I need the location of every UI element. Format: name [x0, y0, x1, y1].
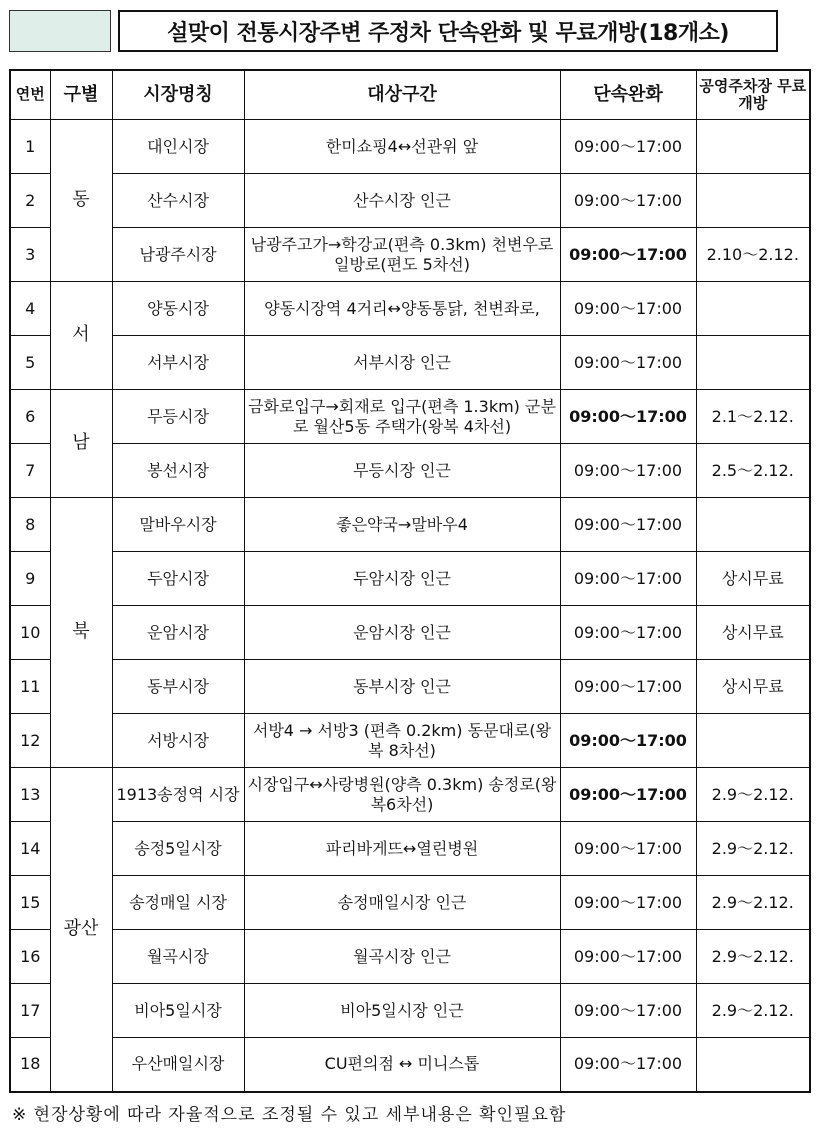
target-section: 산수시장 인근 [244, 174, 560, 228]
row-number: 3 [10, 228, 50, 282]
relax-time: 09:00～17:00 [560, 930, 696, 984]
parking-period [696, 282, 810, 336]
parking-period [696, 498, 810, 552]
district-cell: 남 [50, 390, 112, 498]
header-parking: 공영주차장 무료개방 [696, 70, 810, 120]
row-number: 11 [10, 660, 50, 714]
relax-time: 09:00～17:00 [560, 228, 696, 282]
parking-period: 2.1～2.12. [696, 390, 810, 444]
table-row [10, 552, 810, 606]
table-row [10, 1038, 810, 1092]
market-name: 무등시장 [112, 390, 244, 444]
market-name: 운암시장 [112, 606, 244, 660]
relax-time: 09:00～17:00 [560, 120, 696, 174]
relax-time: 09:00～17:00 [560, 498, 696, 552]
row-number: 1 [10, 120, 50, 174]
parking-period: 2.9～2.12. [696, 876, 810, 930]
market-name: 두암시장 [112, 552, 244, 606]
market-name: 월곡시장 [112, 930, 244, 984]
row-number: 16 [10, 930, 50, 984]
row-number: 8 [10, 498, 50, 552]
parking-period: 상시무료 [696, 606, 810, 660]
table-row [10, 714, 810, 768]
relax-time: 09:00～17:00 [560, 390, 696, 444]
parking-period [696, 1038, 810, 1092]
relax-time: 09:00～17:00 [560, 282, 696, 336]
market-name: 우산매일시장 [112, 1038, 244, 1092]
row-number: 9 [10, 552, 50, 606]
target-section: 두암시장 인근 [244, 552, 560, 606]
market-name: 남광주시장 [112, 228, 244, 282]
table-row [10, 606, 810, 660]
district-cell: 광산 [50, 768, 112, 1092]
market-name: 서부시장 [112, 336, 244, 390]
table-row [10, 228, 810, 282]
market-name: 산수시장 [112, 174, 244, 228]
document-title: 설맞이 전통시장주변 주정차 단속완화 및 무료개방(18개소) [118, 10, 778, 52]
target-section: 월곡시장 인근 [244, 930, 560, 984]
row-number: 5 [10, 336, 50, 390]
target-section: CU편의점 ↔ 미니스톱 [244, 1038, 560, 1092]
district-cell: 동 [50, 120, 112, 282]
table-row [10, 822, 810, 876]
market-name: 송정5일시장 [112, 822, 244, 876]
table-row [10, 660, 810, 714]
market-name: 서방시장 [112, 714, 244, 768]
relax-time: 09:00～17:00 [560, 606, 696, 660]
target-section: 비아5일시장 인근 [244, 984, 560, 1038]
relax-time: 09:00～17:00 [560, 876, 696, 930]
table-row [10, 390, 810, 444]
relax-time: 09:00～17:00 [560, 1038, 696, 1092]
table-row [10, 930, 810, 984]
parking-period [696, 174, 810, 228]
market-name: 동부시장 [112, 660, 244, 714]
district-cell: 서 [50, 282, 112, 390]
footnote: ※ 현장상황에 따라 자율적으로 조정될 수 있고 세부내용은 확인필요함 [12, 1105, 567, 1125]
table-row [10, 768, 810, 822]
relax-time: 09:00～17:00 [560, 552, 696, 606]
table-row [10, 336, 810, 390]
target-section: 파리바게뜨↔열린병원 [244, 822, 560, 876]
target-section: 운암시장 인근 [244, 606, 560, 660]
relax-time: 09:00～17:00 [560, 714, 696, 768]
target-section: 서방4 → 서방3 (편측 0.2km) 동문대로(왕복 8차선) [244, 714, 560, 768]
market-name: 말바우시장 [112, 498, 244, 552]
header-decor-box [9, 10, 111, 52]
header-no: 연번 [10, 70, 50, 120]
district-cell: 북 [50, 498, 112, 768]
market-name: 대인시장 [112, 120, 244, 174]
relax-time: 09:00～17:00 [560, 768, 696, 822]
parking-period: 2.9～2.12. [696, 930, 810, 984]
row-number: 15 [10, 876, 50, 930]
table-header-row [10, 70, 810, 120]
market-parking-table [9, 69, 811, 1093]
target-section: 좋은약국→말바우4 [244, 498, 560, 552]
table-row [10, 120, 810, 174]
table-row [10, 498, 810, 552]
row-number: 4 [10, 282, 50, 336]
target-section: 양동시장역 4거리↔양동통닭, 천변좌로, [244, 282, 560, 336]
row-number: 12 [10, 714, 50, 768]
relax-time: 09:00～17:00 [560, 984, 696, 1038]
relax-time: 09:00～17:00 [560, 822, 696, 876]
parking-period: 상시무료 [696, 552, 810, 606]
target-section: 무등시장 인근 [244, 444, 560, 498]
market-name: 양동시장 [112, 282, 244, 336]
table-row [10, 876, 810, 930]
parking-period: 2.10～2.12. [696, 228, 810, 282]
row-number: 14 [10, 822, 50, 876]
table-row [10, 282, 810, 336]
header-section: 대상구간 [244, 70, 560, 120]
parking-period: 상시무료 [696, 660, 810, 714]
header-district: 구별 [50, 70, 112, 120]
row-number: 17 [10, 984, 50, 1038]
target-section: 한미쇼핑4↔선관위 앞 [244, 120, 560, 174]
table-row [10, 444, 810, 498]
row-number: 2 [10, 174, 50, 228]
market-name: 봉선시장 [112, 444, 244, 498]
parking-period: 2.5～2.12. [696, 444, 810, 498]
target-section: 서부시장 인근 [244, 336, 560, 390]
row-number: 6 [10, 390, 50, 444]
parking-period: 2.9～2.12. [696, 822, 810, 876]
relax-time: 09:00～17:00 [560, 174, 696, 228]
target-section: 동부시장 인근 [244, 660, 560, 714]
row-number: 10 [10, 606, 50, 660]
parking-period [696, 714, 810, 768]
market-name: 1913송정역 시장 [112, 768, 244, 822]
relax-time: 09:00～17:00 [560, 336, 696, 390]
header-market: 시장명칭 [112, 70, 244, 120]
relax-time: 09:00～17:00 [560, 444, 696, 498]
parking-period: 2.9～2.12. [696, 984, 810, 1038]
parking-period [696, 336, 810, 390]
parking-period [696, 120, 810, 174]
market-name: 비아5일시장 [112, 984, 244, 1038]
row-number: 18 [10, 1038, 50, 1092]
target-section: 금화로입구→회재로 입구(편측 1.3km) 군분로 월산5동 주택가(왕복 4차선) [244, 390, 560, 444]
row-number: 7 [10, 444, 50, 498]
target-section: 남광주고가→학강교(편측 0.3km) 천변우로 일방로(편도 5차선) [244, 228, 560, 282]
row-number: 13 [10, 768, 50, 822]
target-section: 시장입구↔사랑병원(양측 0.3km) 송정로(왕복6차선) [244, 768, 560, 822]
target-section: 송정매일시장 인근 [244, 876, 560, 930]
table-row [10, 174, 810, 228]
table-row [10, 984, 810, 1038]
relax-time: 09:00～17:00 [560, 660, 696, 714]
header-relax: 단속완화 [560, 70, 696, 120]
market-name: 송정매일 시장 [112, 876, 244, 930]
parking-period: 2.9～2.12. [696, 768, 810, 822]
